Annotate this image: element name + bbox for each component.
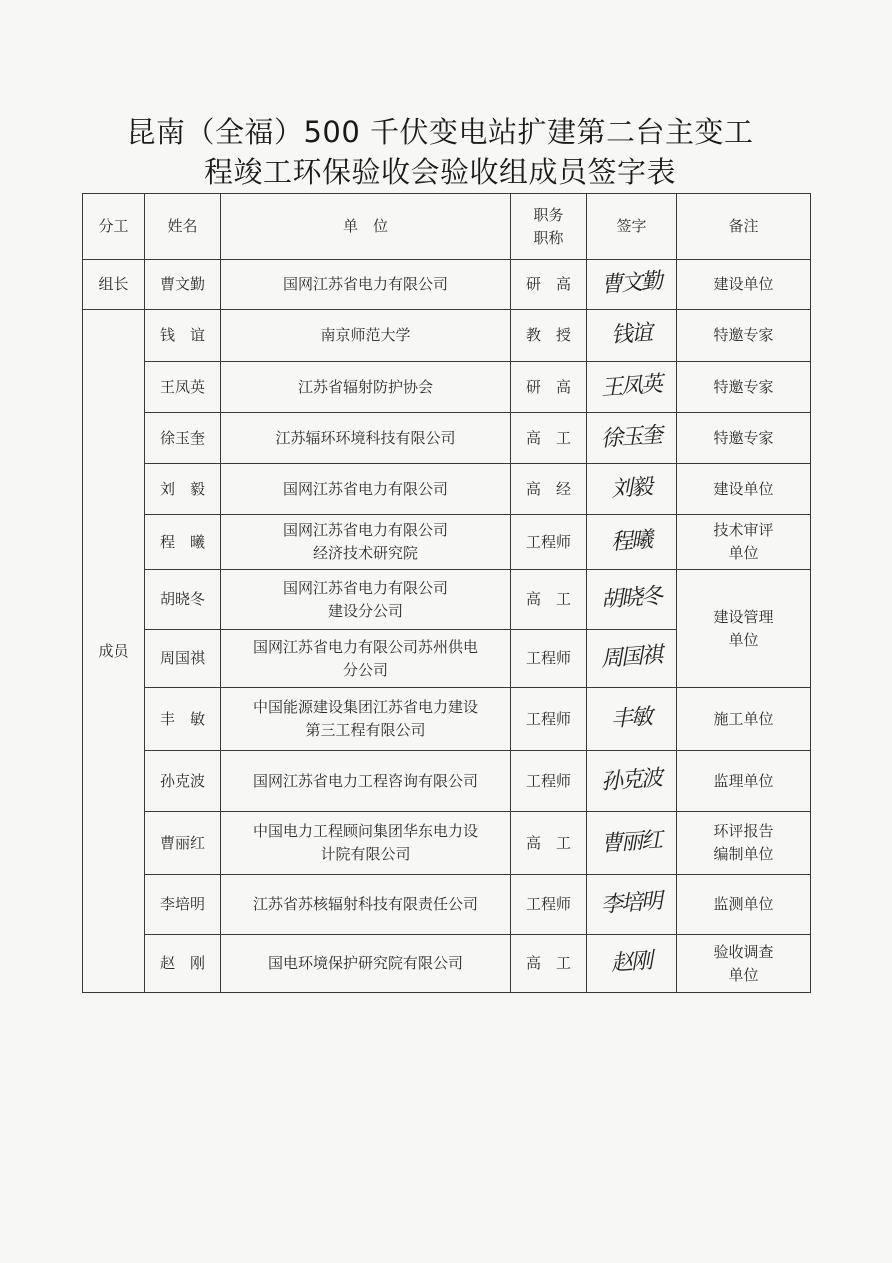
- member-remark: [677, 260, 811, 310]
- table-row: [83, 515, 811, 570]
- member-title: 高 工: [511, 935, 587, 993]
- handwritten-signature: 曹文勤: [600, 268, 663, 299]
- handwritten-signature: 程曦: [610, 527, 653, 555]
- member-title: 工程师: [511, 515, 587, 570]
- handwritten-signature: 王凤英: [600, 371, 663, 401]
- document-title-line2: 程竣工环保验收会验收组成员签字表: [203, 155, 676, 189]
- member-remark-line: 验收调查: [713, 942, 774, 961]
- handwritten-signature: 赵刚: [610, 948, 653, 977]
- member-name: 曹文勤: [145, 260, 221, 310]
- handwritten-signature: 徐玉奎: [600, 422, 663, 452]
- signature-cell: [587, 935, 677, 993]
- signature-cell: [587, 812, 677, 875]
- member-remark-line: 建设单位: [713, 479, 774, 498]
- header-title-line2: 职称: [533, 228, 564, 247]
- header-title: [511, 194, 587, 260]
- member-title: 高 经: [511, 464, 587, 515]
- member-remark-line: 特邀专家: [713, 377, 774, 396]
- member-title: 工程师: [511, 630, 587, 688]
- table-row: [83, 688, 811, 751]
- member-unit: [221, 630, 511, 688]
- member-name: 李培明: [145, 875, 221, 935]
- member-remark: [677, 310, 811, 362]
- table-row: [83, 875, 811, 935]
- member-unit-line: 计院有限公司: [320, 845, 411, 863]
- member-unit: [221, 260, 511, 310]
- member-unit: [221, 515, 511, 570]
- member-remark-line: 单位: [728, 544, 759, 562]
- member-name: 周国祺: [145, 630, 221, 688]
- member-unit-line: 中国能源建设集团江苏省电力建设: [252, 698, 478, 716]
- member-unit-line: 国网江苏省电力工程咨询有限公司: [252, 771, 478, 790]
- role-leader-cell: 组长: [83, 260, 145, 310]
- member-remark: [677, 812, 811, 875]
- member-remark: [677, 935, 811, 993]
- member-remark-line: 建设管理: [713, 607, 774, 626]
- table-header-row: [83, 194, 811, 260]
- signature-cell: [587, 515, 677, 570]
- member-unit-line: 江苏辐环环境科技有限公司: [275, 428, 456, 447]
- role-member-cell: 成员: [83, 310, 145, 993]
- member-remark-line: 环评报告: [713, 822, 774, 840]
- handwritten-signature: 丰敏: [610, 704, 653, 732]
- member-remark-line: 技术审评: [713, 521, 774, 539]
- member-unit-line: 建设分公司: [327, 601, 403, 620]
- header-title-line1: 职务: [533, 205, 564, 224]
- member-unit-line: 国网江苏省电力有限公司: [282, 521, 448, 539]
- table-row: [83, 413, 811, 464]
- signature-cell: [587, 751, 677, 812]
- table-row: [83, 310, 811, 362]
- table-row: [83, 464, 811, 515]
- signature-cell: [587, 260, 677, 310]
- header-role: 分工: [83, 194, 145, 260]
- member-name: 钱 谊: [145, 310, 221, 362]
- member-remark-line: 单位: [728, 965, 759, 984]
- member-unit: [221, 751, 511, 812]
- member-unit: [221, 935, 511, 993]
- header-unit: 单 位: [221, 194, 511, 260]
- table-row: [83, 570, 811, 630]
- member-unit-line: 经济技术研究院: [312, 544, 418, 562]
- member-unit-line: 国网江苏省电力有限公司: [282, 479, 448, 498]
- member-title: 研 高: [511, 260, 587, 310]
- member-unit-line: 国网江苏省电力有限公司: [282, 275, 448, 293]
- signature-cell: [587, 413, 677, 464]
- header-signature: 签字: [587, 194, 677, 260]
- member-name: 赵 刚: [145, 935, 221, 993]
- member-remark-line: 施工单位: [713, 709, 774, 728]
- member-unit: [221, 875, 511, 935]
- header-remark: 备注: [677, 194, 811, 260]
- signature-table-frame: [82, 193, 810, 1010]
- member-name: 孙克波: [145, 751, 221, 812]
- handwritten-signature: 李培明: [600, 888, 663, 919]
- signature-cell: [587, 875, 677, 935]
- member-remark-line: 建设单位: [713, 275, 774, 293]
- member-unit-line: 南京师范大学: [320, 326, 411, 344]
- member-unit-line: 分公司: [342, 660, 388, 679]
- member-title: 高 工: [511, 413, 587, 464]
- handwritten-signature: 孙克波: [600, 765, 663, 795]
- member-remark: [677, 570, 811, 688]
- table-row: [83, 812, 811, 875]
- member-name: 刘 毅: [145, 464, 221, 515]
- signature-cell: [587, 630, 677, 688]
- member-unit-line: 第三工程有限公司: [305, 721, 426, 739]
- member-name: 胡晓冬: [145, 570, 221, 630]
- handwritten-signature: 曹丽红: [600, 827, 663, 857]
- member-remark: [677, 515, 811, 570]
- member-unit: [221, 413, 511, 464]
- member-title: 高 工: [511, 570, 587, 630]
- member-remark: [677, 464, 811, 515]
- signature-cell: [587, 688, 677, 751]
- member-remark: [677, 362, 811, 413]
- member-remark-line: 编制单位: [713, 845, 774, 863]
- member-remark: [677, 751, 811, 812]
- member-unit: [221, 310, 511, 362]
- member-unit-line: 江苏省辐射防护协会: [297, 377, 433, 396]
- member-title: 高 工: [511, 812, 587, 875]
- member-unit-line: 中国电力工程顾问集团华东电力设: [252, 822, 478, 840]
- member-unit-line: 江苏省苏核辐射科技有限责任公司: [252, 895, 478, 913]
- member-remark-line: 监测单位: [713, 895, 774, 913]
- member-remark: [677, 688, 811, 751]
- handwritten-signature: 钱谊: [610, 320, 653, 349]
- signature-cell: [587, 310, 677, 362]
- member-remark: [677, 875, 811, 935]
- signature-cell: [587, 570, 677, 630]
- handwritten-signature: 胡晓冬: [600, 583, 663, 614]
- table-body: [83, 260, 811, 993]
- member-unit: [221, 570, 511, 630]
- member-title: 工程师: [511, 751, 587, 812]
- member-remark: [677, 413, 811, 464]
- member-unit: [221, 812, 511, 875]
- member-title: 教 授: [511, 310, 587, 362]
- signature-cell: [587, 362, 677, 413]
- signature-table: [82, 193, 811, 993]
- member-unit: [221, 464, 511, 515]
- signature-cell: [587, 464, 677, 515]
- member-name: 丰 敏: [145, 688, 221, 751]
- member-unit-line: 国网江苏省电力有限公司: [282, 578, 448, 597]
- member-name: 王凤英: [145, 362, 221, 413]
- member-title: 工程师: [511, 875, 587, 935]
- member-remark-line: 特邀专家: [713, 326, 774, 344]
- header-name: 姓名: [145, 194, 221, 260]
- table-row: [83, 935, 811, 993]
- table-row: [83, 751, 811, 812]
- member-unit-line: 国网江苏省电力有限公司苏州供电: [252, 637, 478, 656]
- member-unit: [221, 362, 511, 413]
- handwritten-signature: 刘毅: [610, 474, 653, 502]
- member-name: 徐玉奎: [145, 413, 221, 464]
- member-title: 工程师: [511, 688, 587, 751]
- member-remark-line: 监理单位: [713, 771, 774, 790]
- table-row: [83, 362, 811, 413]
- member-title: 研 高: [511, 362, 587, 413]
- member-unit-line: 国电环境保护研究院有限公司: [267, 954, 463, 972]
- table-row: [83, 260, 811, 310]
- member-remark-line: 特邀专家: [713, 428, 774, 447]
- document-title-line1: 昆南（全福）500 千伏变电站扩建第二台主变工: [126, 115, 754, 149]
- member-unit: [221, 688, 511, 751]
- member-name: 曹丽红: [145, 812, 221, 875]
- member-name: 程 曦: [145, 515, 221, 570]
- member-remark-line: 单位: [728, 630, 759, 649]
- handwritten-signature: 周国祺: [600, 642, 663, 673]
